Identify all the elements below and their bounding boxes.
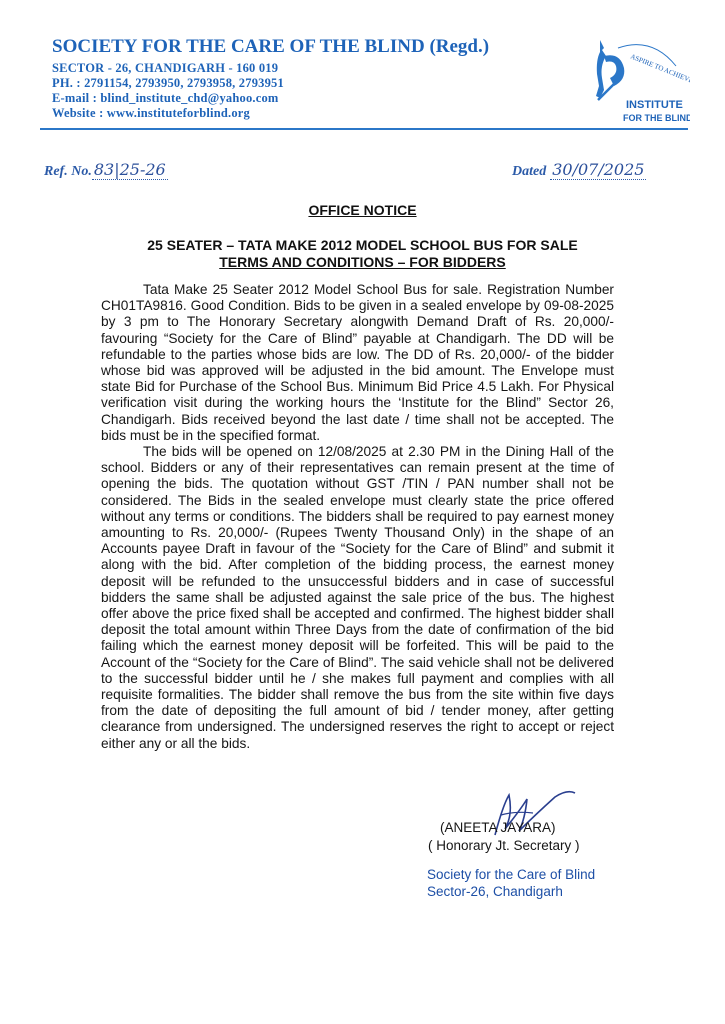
signatory-name: (ANEETA JAYARA)	[440, 820, 556, 835]
date-line	[512, 160, 646, 180]
paragraph-1: Tata Make 25 Seater 2012 Model School Bus for sale. Registration Number CH01TA9816. Good Condition. Bids to be given in a sealed envelope by 09-08-2025 by 3 pm to The Honorary Secretary alongwith Demand Draft of Rs. 20,000/- favouring “Society for the Care of Blind” payable at Chandigarh. The DD will be refundable to the parties whose bids are low. The DD of Rs. 20,000/- of the bidder whose bid was approved will be adjusted in the bid amount. The Envelope must state Bid for Purchase of the School Bus. Minimum Bid Price 4.5 Lakh. For Physical verification visit during the working hours the ‘Institute for the Blind” Sector 26, Chandigarh. Bids received beyond the last date / time shall not be accepted. The bids must be in the specified format.	[101, 282, 614, 443]
notice-subject	[0, 237, 725, 271]
logo-line2: FOR THE BLIND	[623, 113, 690, 123]
logo-line1: INSTITUTE	[626, 99, 683, 111]
subject-line-2: TERMS AND CONDITIONS – FOR BIDDERS	[219, 254, 506, 270]
reference-number	[44, 160, 168, 180]
organization-name: SOCIETY FOR THE CARE OF THE BLIND (Regd.)	[52, 36, 490, 57]
notice-body	[101, 282, 614, 752]
date-label: Dated	[512, 164, 547, 179]
notice-title: OFFICE NOTICE	[308, 202, 417, 218]
signatory-block	[428, 819, 580, 855]
organization-website: Website : www.instituteforblind.org	[52, 106, 250, 120]
organization-line-2: Sector-26, Chandigarh	[427, 884, 563, 899]
organization-line-1: Society for the Care of Blind	[427, 867, 596, 882]
organization-email: E-mail : blind_institute_chd@yahoo.com	[52, 91, 279, 105]
subject-line-1: 25 SEATER – TATA MAKE 2012 MODEL SCHOOL BUS FOR SALE	[147, 237, 578, 253]
logo-tagline: ASPIRE TO ACHIEVE	[629, 52, 690, 85]
signatory-organization	[427, 866, 595, 900]
paragraph-2: The bids will be opened on 12/08/2025 at 2.30 PM in the Dining Hall of the school. Bidders or any of their representatives can remain present at the time of opening the bids. The quotation without GST /TIN / PAN number shall not be considered. The Bids in the sealed envelope must clearly state the price offered without any terms or conditions. The bidders shall be required to pay earnest money amounting to Rs. 20,000/- (Rupees Twenty Thousand Only) in the shape of an Accounts payee Draft in favour of the “Society for the Care of Blind” and submit it along with the bid. After completion of the bidding process, the earnest money deposit will be refunded to the unsuccessful bidders and in case of successful bidders the same shall be adjusted against the sale price of the bus. The highest offer above the price fixed shall be accepted and confirmed. The highest bidder shall deposit the total amount within Three Days from the date of confirmation of the bid failing which the earnest money deposit will be forfeited. This will be paid to the Account of the “Society for the Care of Blind”. The said vehicle shall not be delivered to the successful bidder until he / she makes full payment and complies with all requisite formalities. The bidder shall remove the bus from the site within five days from the date of depositing the full amount of bid / tender money, after getting clearance from undersigned. The undersigned reserves the right to accept or reject either any or all the bids.	[101, 444, 614, 751]
organization-address: SECTOR - 26, CHANDIGARH - 160 019	[52, 61, 279, 75]
reference-label: Ref. No.	[44, 164, 92, 179]
date-value: 30/07/2025	[552, 160, 645, 179]
organization-phone: PH. : 2791154, 2793950, 2793958, 2793951	[52, 76, 284, 90]
institute-logo-icon	[590, 38, 690, 128]
letterhead-divider	[40, 128, 688, 130]
reference-value: 83|25-26	[93, 160, 166, 179]
signatory-designation: ( Honorary Jt. Secretary )	[428, 838, 580, 853]
